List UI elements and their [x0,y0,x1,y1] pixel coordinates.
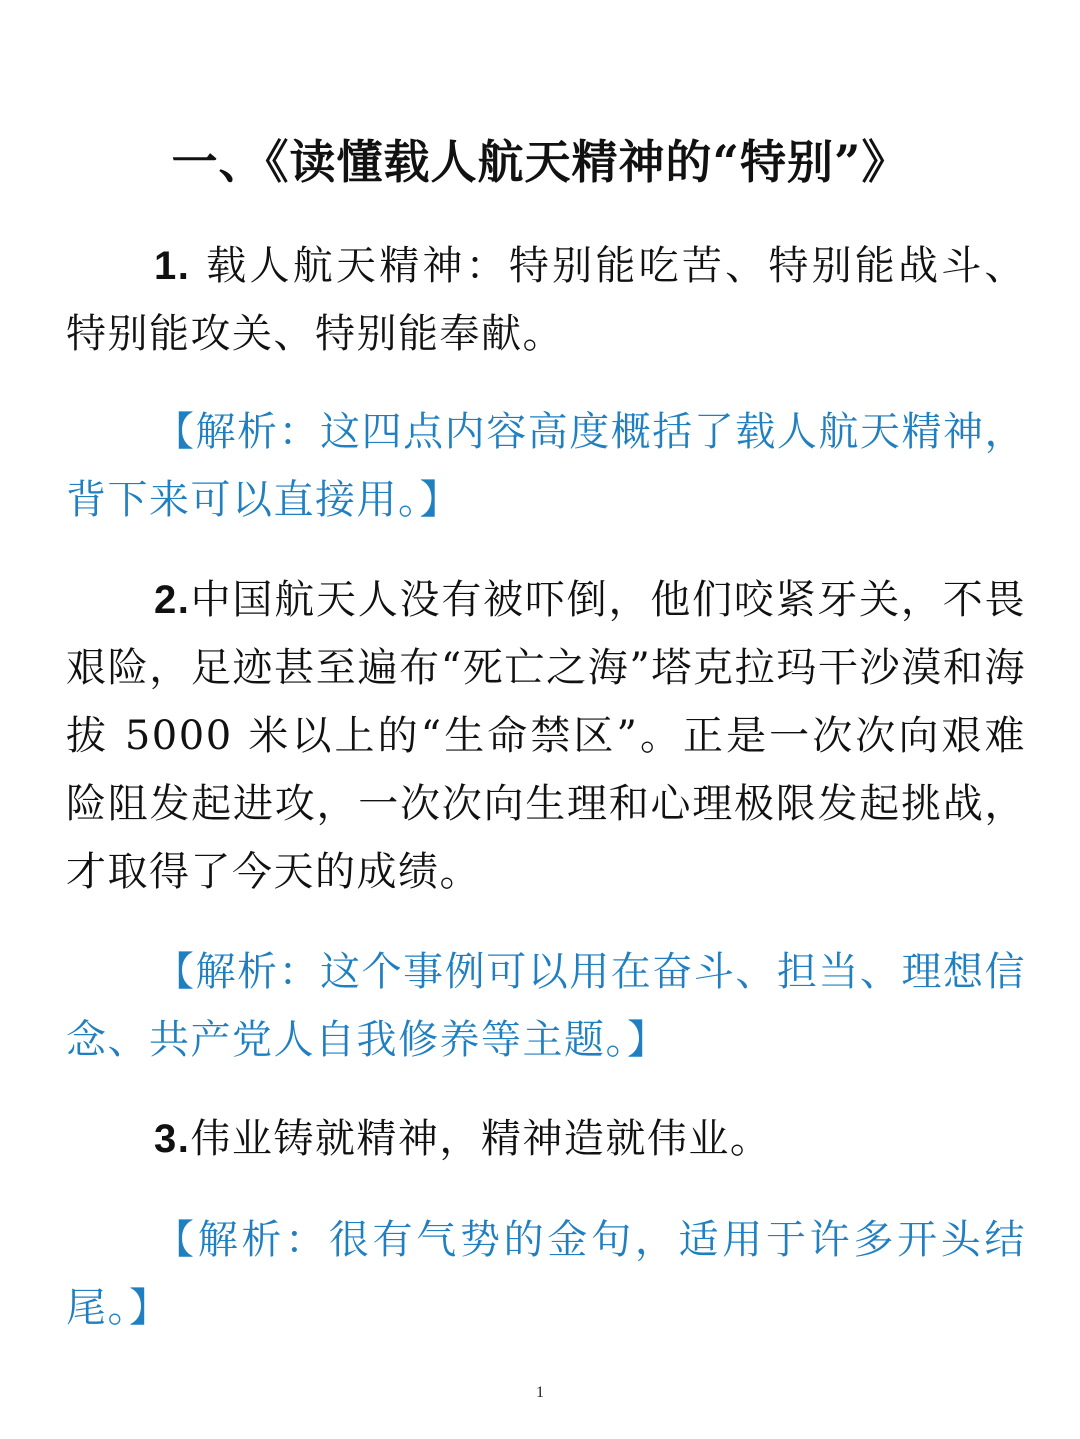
point-2-number: 2. [154,578,191,622]
point-2 [66,566,1026,906]
point-1 [66,232,1026,368]
analysis-2: 【解析：这个事例可以用在奋斗、担当、理想信念、共产党人自我修养等主题。】 [66,949,1026,1063]
document-title: 一、《读懂载人航天精神的“特别”》 [171,135,909,189]
analysis-3: 【解析：很有气势的金句，适用于许多开头结尾。】 [66,1217,1026,1331]
point-3-number: 3. [154,1117,191,1161]
point-3 [66,1105,1026,1173]
page-number: 1 [536,1384,544,1401]
analysis-1: 【解析：这四点内容高度概括了载人航天精神，背下来可以直接用。】 [66,409,1026,523]
point-2-text: 中国航天人没有被吓倒，他们咬紧牙关，不畏艰险，足迹甚至遍布“死亡之海”塔克拉玛干沙漠和海拔 5000 米以上的“生命禁区”。正是一次次向艰难险阻发起进攻，一次次向生理和心理极限发起挑战，才取得了今天的成绩。 [66,577,1026,895]
point-1-number: 1. [154,244,191,288]
point-3-text: 伟业铸就精神，精神造就伟业。 [190,1116,772,1162]
point-1-text: 载人航天精神：特别能吃苦、特别能战斗、特别能攻关、特别能奉献。 [66,243,1026,357]
